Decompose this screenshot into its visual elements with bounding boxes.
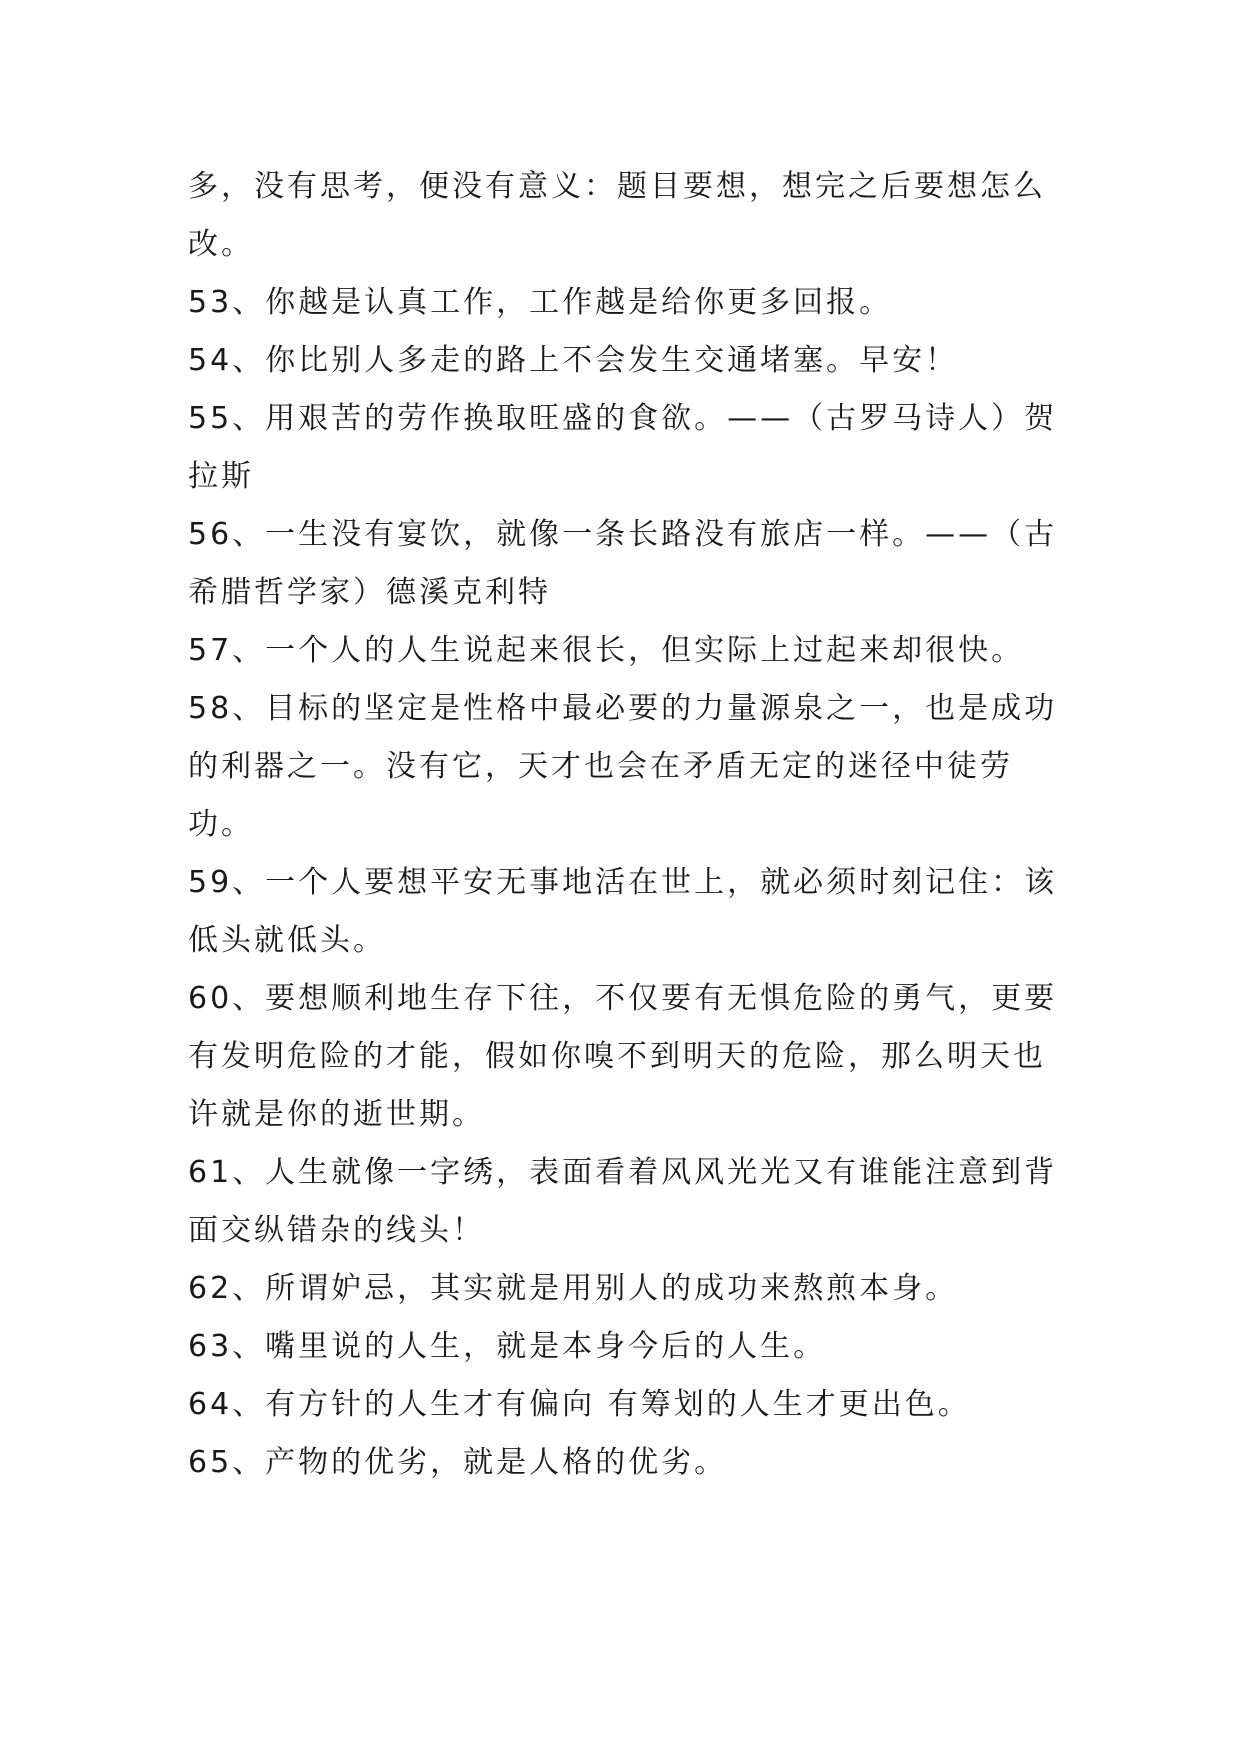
quote-58: 58、目标的坚定是性格中最必要的力量源泉之一，也是成功的利器之一。没有它，天才也会在矛盾无定的迷径中徒劳功。 bbox=[188, 691, 1058, 842]
quote-59: 59、一个人要想平安无事地活在世上，就必须时刻记住：该低头就低头。 bbox=[188, 865, 1058, 958]
quote-57: 57、一个人的人生说起来很长，但实际上过起来却很快。 bbox=[188, 633, 1025, 668]
paragraph-continuation: 多，没有思考，便没有意义：题目要想，想完之后要想怎么改。 bbox=[188, 169, 1046, 262]
quote-53: 53、你越是认真工作，工作越是给你更多回报。 bbox=[188, 285, 893, 320]
document-body bbox=[188, 158, 1058, 1492]
quote-54: 54、你比别人多走的路上不会发生交通堵塞。早安！ bbox=[188, 343, 959, 378]
quote-56: 56、一生没有宴饮，就像一条长路没有旅店一样。——（古希腊哲学家）德溪克利特 bbox=[188, 517, 1058, 610]
quote-55: 55、用艰苦的劳作换取旺盛的食欲。——（古罗马诗人）贺拉斯 bbox=[188, 401, 1058, 494]
quote-62: 62、所谓妒忌，其实就是用别人的成功来熬煎本身。 bbox=[188, 1271, 959, 1306]
quote-64: 64、有方针的人生才有偏向 有筹划的人生才更出色。 bbox=[188, 1387, 971, 1422]
quote-65: 65、产物的优劣，就是人格的优劣。 bbox=[188, 1445, 728, 1480]
quote-61: 61、人生就像一字绣，表面看着风风光光又有谁能注意到背面交纵错杂的线头！ bbox=[188, 1155, 1058, 1248]
quote-63: 63、嘴里说的人生，就是本身今后的人生。 bbox=[188, 1329, 827, 1364]
quote-60: 60、要想顺利地生存下往，不仅要有无惧危险的勇气，更要有发明危险的才能，假如你嗅不到明天的危险，那么明天也许就是你的逝世期。 bbox=[188, 981, 1058, 1132]
